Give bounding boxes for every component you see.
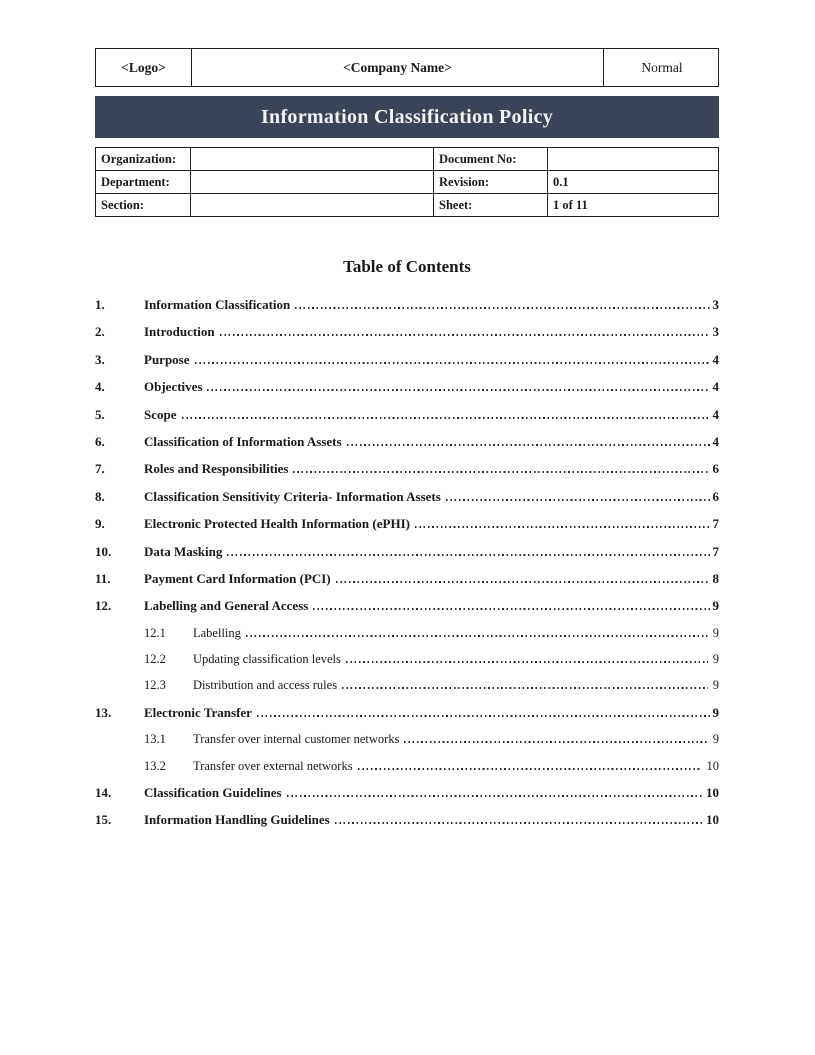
- toc-entry-page: 10: [706, 812, 719, 828]
- toc-entry-number: 6.: [95, 433, 105, 449]
- toc-entry-page: 3: [712, 324, 719, 340]
- toc-dot-leader: [313, 608, 709, 610]
- info-value-right: 1 of 11: [547, 194, 718, 216]
- header-table: [95, 48, 719, 87]
- toc-dot-leader: [195, 362, 710, 364]
- info-value-left: [190, 171, 433, 193]
- toc-entry: [95, 544, 719, 560]
- toc-entry-number: 12.1: [144, 625, 166, 640]
- title-banner: [95, 96, 719, 138]
- toc-dot-leader: [346, 661, 708, 663]
- toc-entry-title: Electronic Protected Health Information (ePHI): [144, 516, 410, 532]
- toc-dot-leader: [415, 526, 710, 528]
- toc-entry-page: 7: [712, 516, 719, 532]
- document-title: Information Classification Policy: [260, 105, 554, 128]
- toc-entry-page: 9: [712, 652, 719, 667]
- toc-entry-title: Roles and Responsibilities: [144, 461, 289, 477]
- logo-placeholder: <Logo>: [121, 59, 166, 75]
- toc-entry-number: 12.: [95, 598, 112, 614]
- toc-dot-leader: [342, 687, 708, 689]
- toc-dot-leader: [295, 307, 709, 309]
- toc-entry: [95, 598, 719, 614]
- toc-dot-leader: [207, 389, 709, 391]
- toc-entry-number: 5.: [95, 406, 105, 422]
- toc-entry: [95, 352, 719, 368]
- toc-dot-leader: [293, 471, 709, 473]
- toc-entry: [95, 732, 719, 747]
- toc-entry-number: 12.3: [144, 678, 166, 693]
- toc-dot-leader: [335, 822, 703, 824]
- toc-entry-page: 4: [712, 433, 719, 449]
- toc-entry-number: 1.: [95, 297, 105, 312]
- toc-entry: [95, 489, 719, 505]
- toc-entry-number: 8.: [95, 488, 105, 504]
- classification-label: Normal: [603, 49, 720, 86]
- toc-entry: [95, 812, 719, 828]
- toc-entry: [95, 759, 719, 774]
- toc-dot-leader: [446, 499, 710, 501]
- toc-entry-title: Transfer over external networks: [193, 758, 353, 773]
- toc-entry-page: 4: [712, 406, 719, 422]
- toc-entry-title: Transfer over internal customer networks: [193, 732, 400, 747]
- toc-entry: [95, 324, 719, 340]
- info-value-left: [190, 148, 433, 170]
- toc-entry-page: 9: [712, 732, 719, 747]
- toc-entry-title: Electronic Transfer: [144, 704, 252, 720]
- toc-entry-number: 13.: [95, 704, 112, 720]
- toc-entry: [95, 297, 719, 313]
- info-label-right: Sheet:: [433, 194, 547, 216]
- toc-entry-title: Classification Guidelines: [144, 785, 282, 801]
- info-label-left: Department:: [101, 174, 170, 189]
- toc-entry-number: 7.: [95, 461, 105, 477]
- info-value-right: [547, 148, 718, 170]
- toc-dot-leader: [404, 741, 707, 743]
- toc-entry-number: 9.: [95, 516, 105, 532]
- toc-entry-page: 10: [706, 758, 719, 773]
- toc-dot-leader: [246, 635, 708, 637]
- toc-entry-page: 6: [712, 488, 719, 504]
- company-name: <Company Name>: [191, 49, 603, 86]
- toc-entry-title: Data Masking: [144, 543, 223, 559]
- info-label-left: Section:: [101, 197, 145, 212]
- toc-dot-leader: [220, 334, 710, 336]
- toc-entry-title: Classification of Information Assets: [144, 433, 342, 449]
- toc-dot-leader: [358, 768, 702, 770]
- toc-entry: [95, 678, 719, 693]
- toc-entry-page: 9: [712, 678, 719, 693]
- toc-entry: [95, 461, 719, 477]
- info-value-left: [190, 194, 433, 216]
- toc-entry: [95, 407, 719, 423]
- toc-entry-number: 15.: [95, 812, 112, 828]
- toc-entry-number: 12.2: [144, 652, 166, 667]
- toc-entry: [95, 379, 719, 395]
- toc-entry-title: Introduction: [144, 324, 215, 340]
- toc-entry-title: Distribution and access rules: [193, 678, 338, 693]
- toc-entry: [95, 571, 719, 587]
- toc-dot-leader: [287, 795, 703, 797]
- toc-entry: [95, 516, 719, 532]
- toc-dot-leader: [336, 581, 710, 583]
- toc-entry-title: Updating classification levels: [193, 652, 341, 667]
- toc-entry-number: 10.: [95, 543, 112, 559]
- document-info-table: [95, 147, 719, 217]
- toc-entry-page: 9: [712, 598, 719, 614]
- info-label-right: Revision:: [433, 171, 547, 193]
- info-label-left: Organization:: [101, 151, 176, 166]
- toc-entry-title: Objectives: [144, 379, 203, 395]
- info-table-row: [96, 148, 718, 170]
- toc-entry-title: Payment Card Information (PCI): [144, 570, 331, 586]
- info-label-right: Document No:: [433, 148, 547, 170]
- toc-heading: Table of Contents: [343, 257, 471, 276]
- info-table-row: [96, 193, 718, 216]
- toc-entry-page: 6: [712, 461, 719, 477]
- toc-entry-page: 7: [712, 543, 719, 559]
- toc-entry-number: 4.: [95, 379, 105, 395]
- toc-entry-page: 9: [712, 704, 719, 720]
- toc-dot-leader: [257, 715, 710, 717]
- toc-entry: [95, 434, 719, 450]
- toc-dot-leader: [347, 444, 710, 446]
- info-value-right: 0.1: [547, 171, 718, 193]
- toc-dot-leader: [227, 554, 709, 556]
- toc-entry-page: 10: [706, 785, 719, 801]
- toc-entry: [95, 626, 719, 641]
- toc-entry-title: Information Handling Guidelines: [144, 812, 330, 828]
- toc-entry-number: 14.: [95, 785, 112, 801]
- toc-entry: [95, 785, 719, 801]
- toc-entry-page: 9: [712, 625, 719, 640]
- toc-entry-title: Labelling: [193, 625, 241, 640]
- toc-entry-number: 13.2: [144, 758, 166, 773]
- toc-entry-number: 3.: [95, 351, 105, 367]
- document-content: [95, 48, 719, 840]
- toc-entry-number: 11.: [95, 570, 111, 586]
- toc-entry-page: 4: [712, 351, 719, 367]
- toc-entry-title: Information Classification: [144, 297, 291, 312]
- toc-entry-page: 4: [712, 379, 719, 395]
- toc-entry-title: Classification Sensitivity Criteria- Information Assets: [144, 488, 441, 504]
- toc-entry: [95, 652, 719, 667]
- toc-entry-title: Labelling and General Access: [144, 598, 309, 614]
- toc-entry-number: 2.: [95, 324, 105, 340]
- toc-entry-page: 3: [712, 297, 719, 312]
- info-table-row: [96, 170, 718, 193]
- toc-entry: [95, 705, 719, 721]
- toc-entry-page: 8: [712, 570, 719, 586]
- toc-dot-leader: [182, 417, 710, 419]
- toc-entry-number: 13.1: [144, 732, 166, 747]
- toc-entry-title: Scope: [144, 406, 177, 422]
- toc-list: [95, 297, 719, 828]
- toc-entry-title: Purpose: [144, 351, 190, 367]
